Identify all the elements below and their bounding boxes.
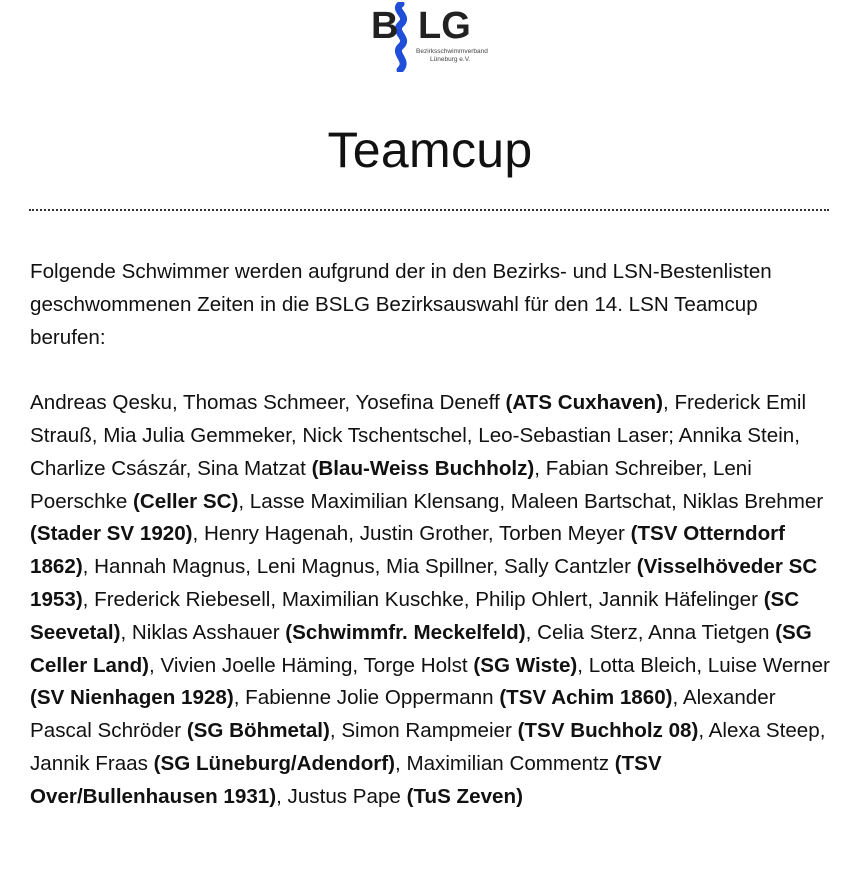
- club-name: (Schwimmfr. Meckelfeld): [285, 620, 526, 644]
- club-name: (Visselhöveder SC 1953): [30, 555, 818, 611]
- club-name: (SC Seevetal): [30, 587, 800, 644]
- club-name: (ATS Cuxhaven): [505, 391, 663, 415]
- club-name: (SG Celler Land): [30, 620, 812, 677]
- separator: ,: [534, 456, 546, 480]
- page-title: Teamcup: [327, 122, 533, 178]
- separator: ,: [82, 555, 95, 579]
- dotted-divider: [29, 209, 829, 211]
- nominee-names: Simon Rampmeier: [341, 719, 518, 743]
- article-body: [30, 256, 830, 814]
- bslg-logo-graphic: [368, 2, 490, 72]
- club-name: (Stader SV 1920): [30, 522, 193, 546]
- separator: ,: [329, 719, 342, 743]
- nominee-names: Justus Pape: [287, 784, 407, 808]
- nominee-names: Henry Hagenah, Justin Grother, Torben Meyer: [204, 522, 631, 546]
- club-name: (TSV Achim 1860): [499, 686, 673, 710]
- separator: ,: [120, 620, 132, 644]
- nominee-names: Alexa Steep, Jannik Fraas: [30, 719, 826, 775]
- separator: ,: [525, 620, 538, 644]
- separator: ,: [276, 784, 288, 808]
- club-name: (TSV Buchholz 08): [517, 719, 699, 743]
- club-name: (TuS Zeven): [406, 784, 523, 808]
- club-name: (Blau-Weiss Buchholz): [311, 456, 535, 480]
- club-name: (SG Lüneburg/Adendorf): [153, 751, 395, 775]
- separator: ,: [698, 719, 709, 743]
- separator: ,: [672, 686, 683, 710]
- nominee-names: Lotta Bleich, Luise Werner: [588, 653, 830, 677]
- separator: ,: [233, 686, 246, 710]
- club-name: (TSV Otterndorf 1862): [30, 522, 786, 579]
- nominee-names: Hannah Magnus, Leni Magnus, Mia Spillner, Sally Cantzler: [94, 555, 637, 579]
- separator: ,: [192, 522, 204, 546]
- club-name: (SG Wiste): [473, 653, 578, 677]
- separator: ,: [577, 653, 589, 677]
- nominations-paragraph: [30, 387, 830, 813]
- separator: ,: [238, 489, 250, 513]
- nominee-names: Niklas Asshauer: [131, 620, 286, 644]
- nominee-names: Frederick Riebesell, Maximilian Kuschke, Philip Ohlert, Jannik Häfelinger: [94, 587, 764, 611]
- nominee-names: Lasse Maximilian Klensang, Maleen Bartschat, Niklas Brehmer: [249, 489, 824, 513]
- separator: ,: [663, 391, 675, 415]
- club-name: (SV Nienhagen 1928): [30, 686, 234, 710]
- logo-letters-lg: LG: [418, 5, 471, 47]
- separator: ,: [395, 751, 407, 775]
- club-name: (TSV Over/Bullenhausen 1931): [30, 751, 662, 808]
- nominee-names: Fabian Schreiber, Leni Poerschke: [30, 456, 752, 513]
- club-name: (Celler SC): [133, 489, 239, 513]
- club-name: (SG Böhmetal): [186, 719, 330, 743]
- logo-subtitle-line2: Lüneburg e.V.: [430, 56, 471, 63]
- nominee-names: Andreas Qesku, Thomas Schmeer, Yosefina Deneff: [30, 391, 506, 415]
- separator: ,: [82, 587, 95, 611]
- logo-subtitle-line1: Bezirksschwimmverband: [416, 48, 488, 55]
- bslg-logo: [368, 2, 490, 72]
- intro-paragraph: Folgende Schwimmer werden aufgrund der in den Bezirks- und LSN-Bestenlisten geschwommenen Zeiten in die BSLG Bezirksauswahl für den 14. LSN Teamcup berufen:: [30, 260, 772, 349]
- nominee-names: Maximilian Commentz: [406, 751, 615, 775]
- nominee-names: Fabienne Jolie Oppermann: [245, 686, 500, 710]
- nominee-names: Celia Sterz, Anna Tietgen: [537, 620, 776, 644]
- separator: ,: [149, 653, 161, 677]
- nominee-names: Vivien Joelle Häming, Torge Holst: [160, 653, 474, 677]
- nominee-names: Frederick Emil Strauß, Mia Julia Gemmeker, Nick Tschentschel, Leo-Sebastian Laser; Annika Stein, Charlize Császár, Sina Matzat: [30, 391, 807, 480]
- nominee-names: Alexander Pascal Schröder: [30, 686, 776, 743]
- logo-letter-b: B: [371, 5, 399, 47]
